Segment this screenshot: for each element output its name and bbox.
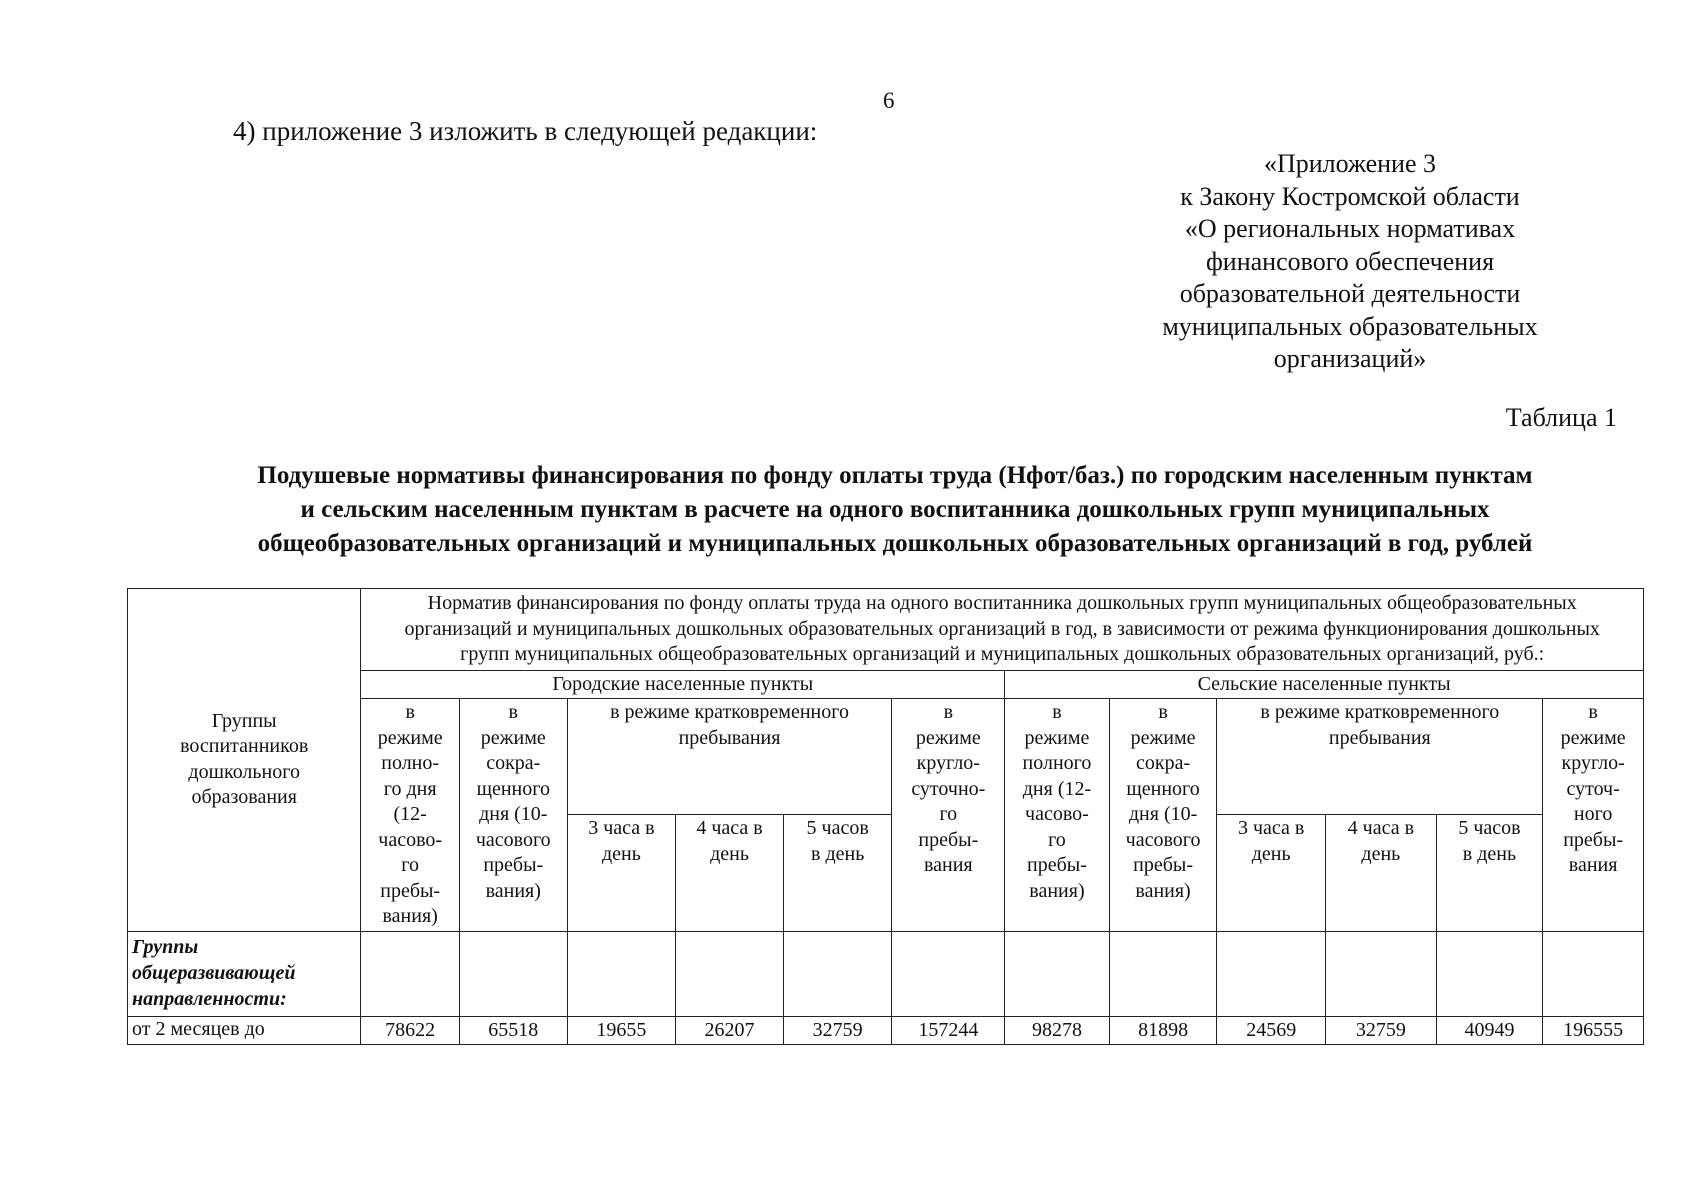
urban-short-stay-header: в режиме кратковременного пребывания xyxy=(567,699,892,815)
empty-cell xyxy=(1436,931,1543,1016)
rural-3h-header: 3 часа в день xyxy=(1217,815,1326,931)
appendix-line: «Приложение 3 xyxy=(1263,149,1437,178)
empty-cell xyxy=(567,931,676,1016)
table-row xyxy=(128,1016,1644,1045)
empty-cell xyxy=(1217,931,1326,1016)
appendix-line: организаций» xyxy=(1273,344,1427,373)
document-title xyxy=(160,459,1630,561)
group-header: Группы воспитанников дошкольного образования xyxy=(128,589,361,932)
table-cell: 32759 xyxy=(1326,1016,1437,1045)
table-cell: 81898 xyxy=(1109,1016,1217,1045)
table-label: Таблица 1 xyxy=(1505,403,1617,432)
table-cell: 196555 xyxy=(1543,1016,1644,1045)
main-header: Норматив финансирования по фонду оплаты труда на одного воспитанника дошкольных групп муниципальных общеобразовательных организаций и муниципальных дошкольных образовательных организаций в год, в зависимости от режима функционирования дошкольных групп муниципальных общеобразовательных организаций и муниципальных дошкольных образовательных организаций, руб.: xyxy=(361,589,1644,671)
empty-cell xyxy=(783,931,892,1016)
category-label: Группы общеразвивающей направленности: xyxy=(128,931,361,1016)
table-cell: 157244 xyxy=(892,1016,1005,1045)
table-cell: 24569 xyxy=(1217,1016,1326,1045)
norms-table xyxy=(127,588,1644,1045)
category-row xyxy=(128,931,1644,1016)
appendix-line: к Закону Костромской области xyxy=(1180,181,1520,211)
appendix-line: финансового обеспечения xyxy=(1205,246,1495,276)
rural-short-day-header: в режиме сокра- щенного дня (10- часового пребы- вания) xyxy=(1109,699,1217,932)
table-cell: 98278 xyxy=(1005,1016,1110,1045)
rural-5h-header: 5 часов в день xyxy=(1436,815,1543,931)
appendix-line: «О региональных нормативах xyxy=(1184,214,1516,243)
page-number: 6 xyxy=(883,88,895,113)
appendix-heading xyxy=(1140,148,1560,376)
row-label: от 2 месяцев до xyxy=(128,1016,361,1045)
appendix-line: муниципальных образовательных xyxy=(1162,311,1538,341)
appendix-line: образовательной деятельности xyxy=(1179,279,1521,308)
table-cell: 78622 xyxy=(361,1016,460,1045)
empty-cell xyxy=(1326,931,1437,1016)
rural-header: Сельские населенные пункты xyxy=(1005,670,1644,699)
table-cell: 65518 xyxy=(459,1016,567,1045)
urban-3h-header: 3 часа в день xyxy=(567,815,676,931)
urban-short-day-header: в режиме сокра- щенного дня (10- часового пребы- вания) xyxy=(459,699,567,932)
empty-cell xyxy=(676,931,784,1016)
title-line: Подушевые нормативы финансирования по фонду оплаты труда (Нфот/баз.) по городским населенным пунктам xyxy=(257,462,1533,489)
urban-header: Городские населенные пункты xyxy=(361,670,1005,699)
amendment-instruction: 4) приложение 3 изложить в следующей редакции: xyxy=(233,116,818,146)
empty-cell xyxy=(1005,931,1110,1016)
title-line: и сельским населенным пунктам в расчете на одного воспитанника дошкольных групп муниципальных xyxy=(300,496,1490,523)
empty-cell xyxy=(1543,931,1644,1016)
empty-cell xyxy=(1109,931,1217,1016)
table-cell: 26207 xyxy=(676,1016,784,1045)
urban-full-day-header: в режиме полно- го дня (12- часово- го пребы- вания) xyxy=(361,699,460,932)
urban-4h-header: 4 часа в день xyxy=(676,815,784,931)
rural-short-stay-header: в режиме кратковременного пребывания xyxy=(1217,699,1543,815)
table-cell: 40949 xyxy=(1436,1016,1543,1045)
urban-round-clock-header: в режиме кругло- суточно- го пребы- вания xyxy=(892,699,1005,932)
table-cell: 32759 xyxy=(783,1016,892,1045)
rural-4h-header: 4 часа в день xyxy=(1326,815,1437,931)
urban-5h-header: 5 часов в день xyxy=(783,815,892,931)
rural-round-clock-header: в режиме кругло- суточ- ного пребы- вания xyxy=(1543,699,1644,932)
rural-full-day-header: в режиме полного дня (12- часово- го пребы- вания) xyxy=(1005,699,1110,932)
empty-cell xyxy=(361,931,460,1016)
empty-cell xyxy=(459,931,567,1016)
title-line: общеобразовательных организаций и муниципальных дошкольных образовательных организаций в год, рублей xyxy=(257,530,1533,557)
empty-cell xyxy=(892,931,1005,1016)
table-cell: 19655 xyxy=(567,1016,676,1045)
